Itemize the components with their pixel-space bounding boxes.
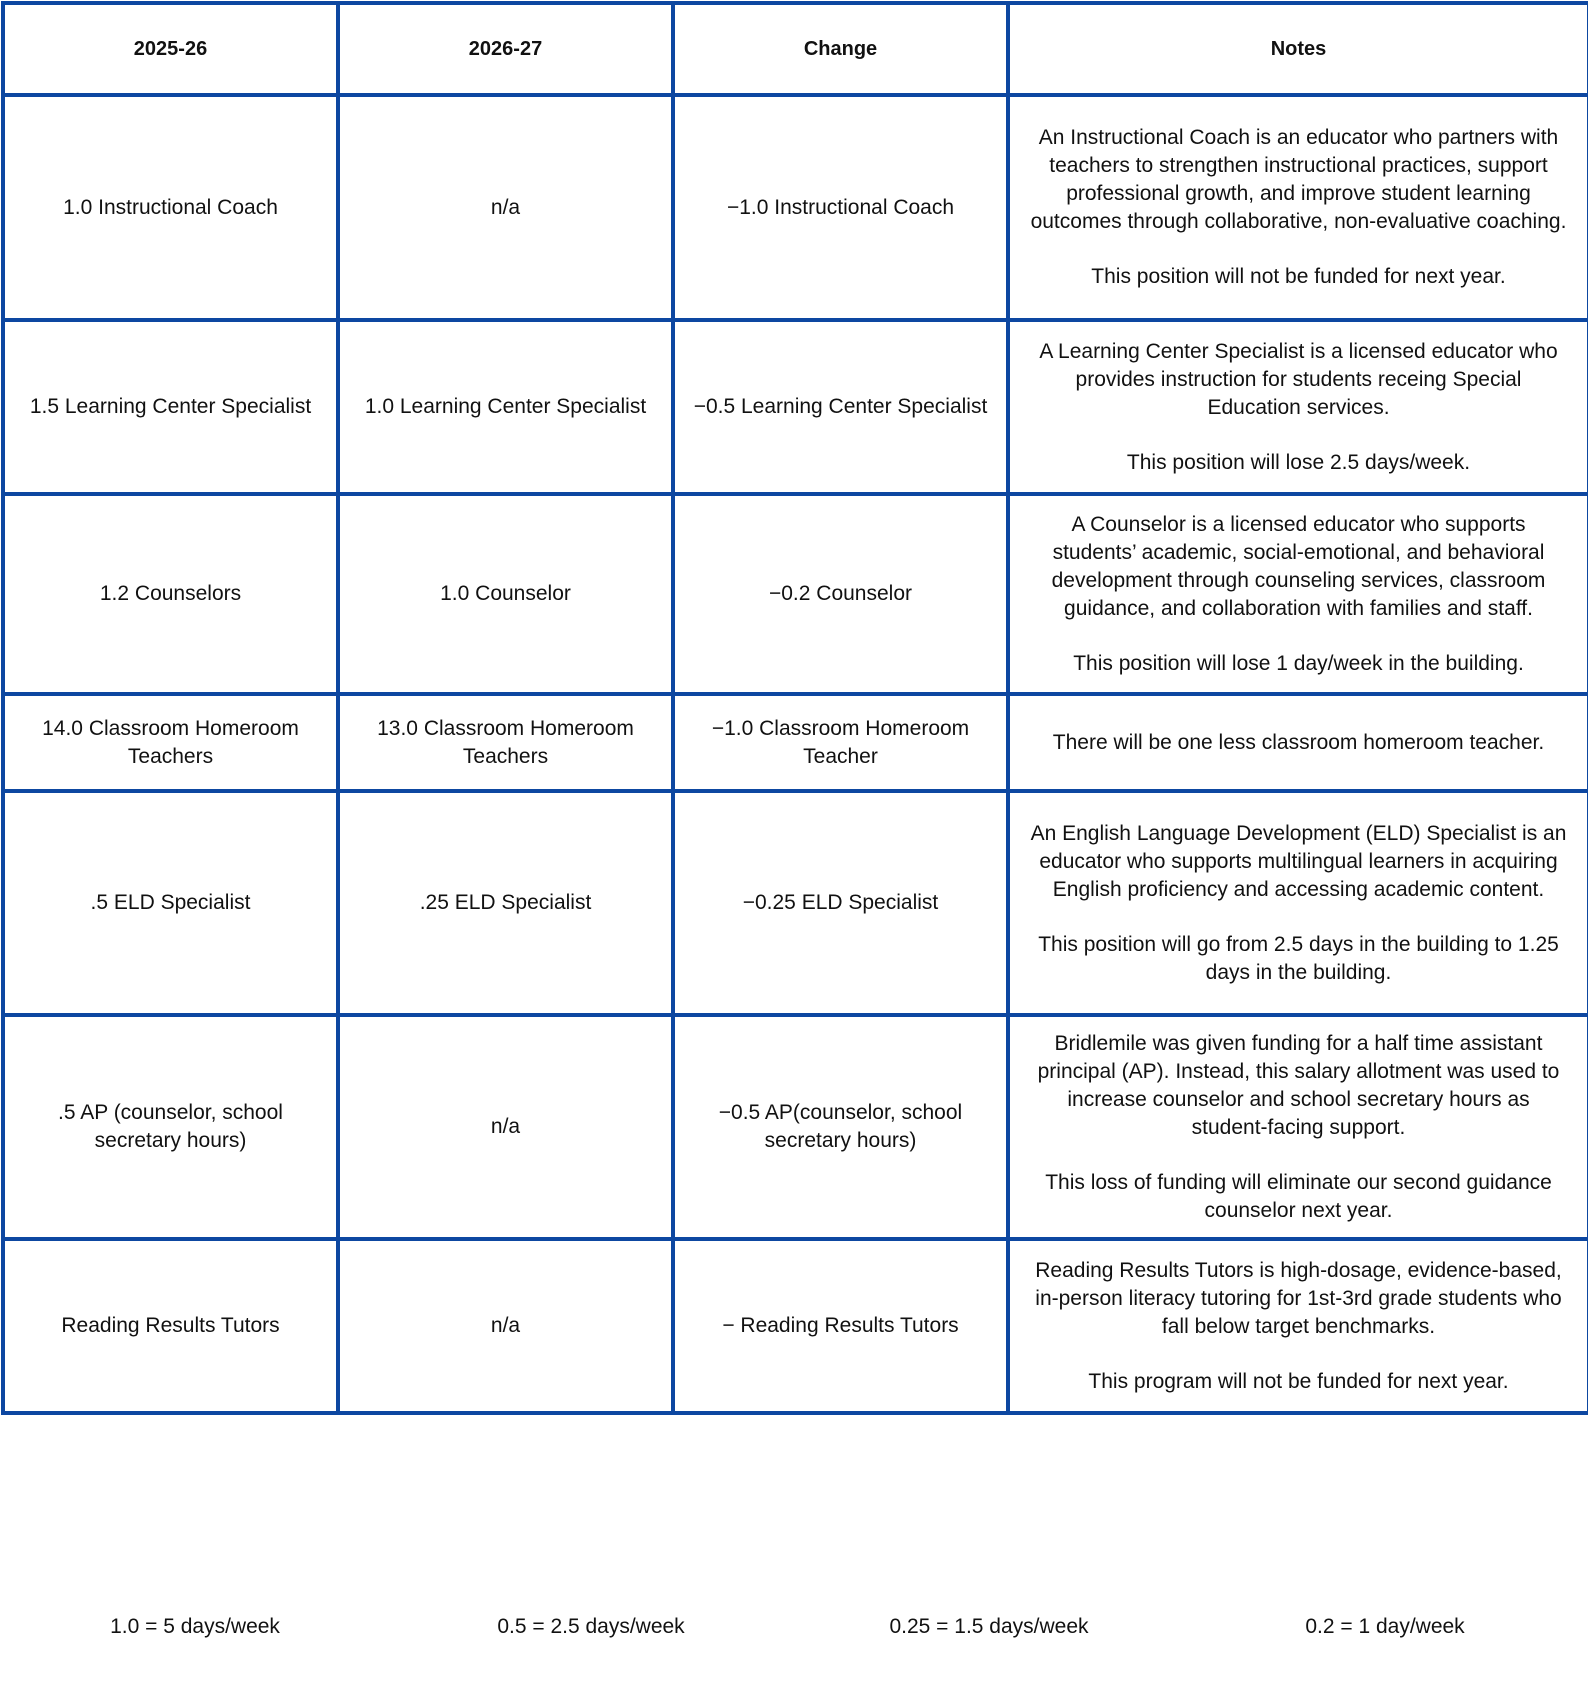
cell-2026-27: n/a	[338, 1015, 673, 1239]
cell-2025-26: Reading Results Tutors	[3, 1239, 338, 1413]
note-description: A Counselor is a licensed educator who supports students’ academic, social-emotional, and behavioral development through counseling services, classroom guidance, and collaboration with families and staff.	[1051, 512, 1546, 620]
header-2025-26: 2025-26	[3, 3, 338, 95]
cell-notes	[1008, 791, 1588, 1015]
cell-change: − Reading Results Tutors	[673, 1239, 1008, 1413]
note-impact: This loss of funding will eliminate our second guidance counselor next year.	[1045, 1170, 1552, 1222]
cell-change: −1.0 Classroom Homeroom Teacher	[673, 694, 1008, 791]
legend-item: 0.2 = 1 day/week	[1305, 1615, 1465, 1638]
cell-2025-26: 14.0 Classroom Homeroom Teachers	[3, 694, 338, 791]
note-description: An Instructional Coach is an educator who partners with teachers to strengthen instructional practices, support professional growth, and improve student learning outcomes through collaborative, non-evaluative coaching.	[1030, 126, 1567, 233]
cell-2026-27: 1.0 Counselor	[338, 494, 673, 694]
cell-2025-26: .5 ELD Specialist	[3, 791, 338, 1015]
cell-2025-26: 1.5 Learning Center Specialist	[3, 320, 338, 494]
cell-notes	[1008, 320, 1588, 494]
cell-2026-27: n/a	[338, 1239, 673, 1413]
cell-change: −0.5 Learning Center Specialist	[673, 320, 1008, 494]
cell-notes	[1008, 694, 1588, 791]
table-row	[3, 1015, 1588, 1239]
cell-2025-26: 1.0 Instructional Coach	[3, 95, 338, 320]
note-description: Bridlemile was given funding for a half time assistant principal (AP). Instead, this salary allotment was used to increase counselor and school secretary hours as student-facing support.	[1037, 1031, 1560, 1139]
cell-notes	[1008, 1015, 1588, 1239]
cell-2025-26: 1.2 Counselors	[3, 494, 338, 694]
table-row	[3, 1239, 1588, 1413]
table-row	[3, 320, 1588, 494]
legend-item: 1.0 = 5 days/week	[110, 1615, 280, 1638]
cell-notes	[1008, 95, 1588, 320]
note-description: There will be one less classroom homeroom teacher.	[1052, 730, 1545, 754]
cell-change: −1.0 Instructional Coach	[673, 95, 1008, 320]
note-description: Reading Results Tutors is high-dosage, evidence-based, in-person literacy tutoring for 1st-3rd grade students who fall below target benchmarks.	[1035, 1258, 1562, 1338]
staffing-changes-table	[1, 1, 1588, 1415]
cell-2026-27: n/a	[338, 95, 673, 320]
header-2026-27: 2026-27	[338, 3, 673, 95]
cell-change: −0.2 Counselor	[673, 494, 1008, 694]
cell-change: −0.5 AP(counselor, school secretary hours)	[673, 1015, 1008, 1239]
header-row	[3, 3, 1588, 95]
cell-notes	[1008, 1239, 1588, 1413]
header-change: Change	[673, 3, 1008, 95]
note-impact: This program will not be funded for next year.	[1088, 1369, 1509, 1393]
legend-item: 0.25 = 1.5 days/week	[889, 1615, 1089, 1638]
cell-notes	[1008, 494, 1588, 694]
table-row	[3, 494, 1588, 694]
note-description: An English Language Development (ELD) Specialist is an educator who supports multilingual learners in acquiring English proficiency and accessing academic content.	[1030, 821, 1567, 901]
cell-2026-27: .25 ELD Specialist	[338, 791, 673, 1015]
legend-item: 0.5 = 2.5 days/week	[497, 1615, 685, 1638]
cell-change: −0.25 ELD Specialist	[673, 791, 1008, 1015]
note-impact: This position will lose 1 day/week in the building.	[1073, 651, 1524, 675]
cell-2026-27: 13.0 Classroom Homeroom Teachers	[338, 694, 673, 791]
note-impact: This position will not be funded for next year.	[1091, 265, 1506, 288]
note-impact: This position will go from 2.5 days in the building to 1.25 days in the building.	[1038, 932, 1559, 984]
note-impact: This position will lose 2.5 days/week.	[1126, 450, 1471, 474]
note-description: A Learning Center Specialist is a licensed educator who provides instruction for students receing Special Education services.	[1039, 339, 1558, 419]
cell-2026-27: 1.0 Learning Center Specialist	[338, 320, 673, 494]
header-notes: Notes	[1008, 3, 1588, 95]
cell-2025-26: .5 AP (counselor, school secretary hours)	[3, 1015, 338, 1239]
table-row	[3, 791, 1588, 1015]
table-row	[3, 694, 1588, 791]
table-row	[3, 95, 1588, 320]
